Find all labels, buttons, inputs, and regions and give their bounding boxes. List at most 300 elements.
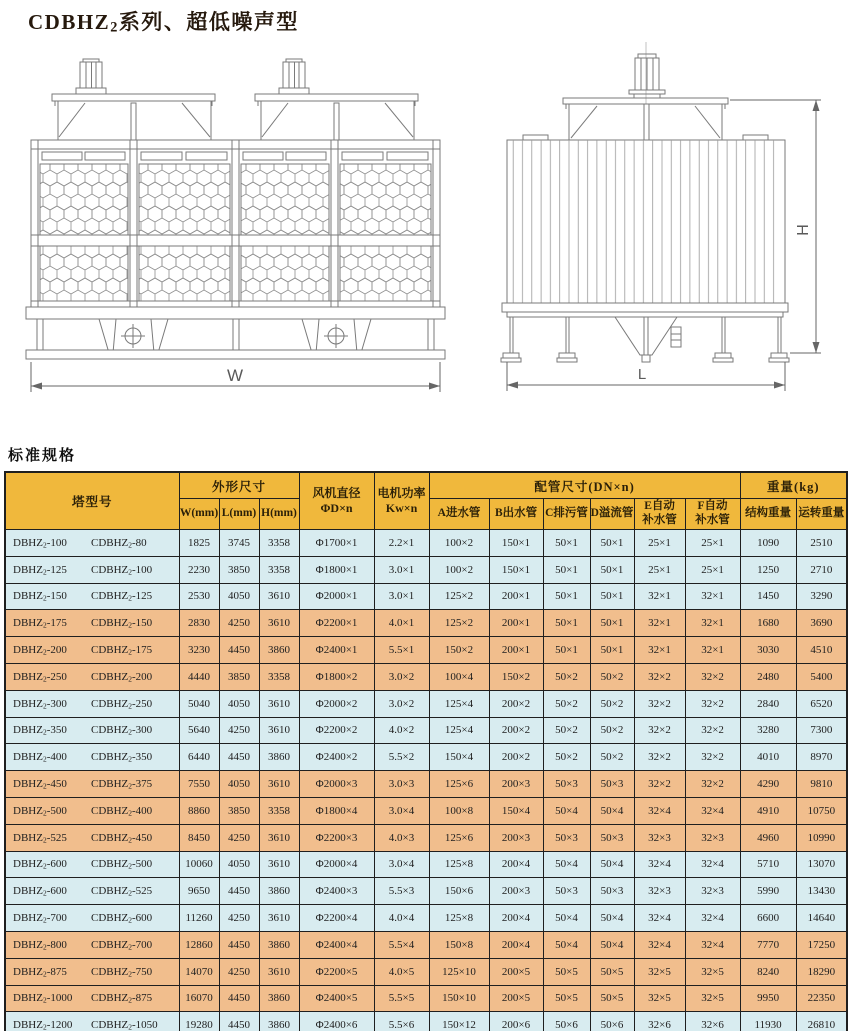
value-cell: 50×2 — [590, 717, 634, 744]
model-dbhz: $DBHZ_2-400$ — [13, 751, 67, 764]
model-dbhz: $DBHZ_2-300$ — [13, 697, 67, 711]
value-cell: 3.0×3 — [374, 771, 429, 798]
value-cell: 32×2 — [685, 744, 740, 771]
value-cell: 200×2 — [489, 744, 543, 771]
value-cell: 5640 — [179, 717, 219, 744]
value-cell: 32×3 — [685, 824, 740, 851]
value-cell: 32×5 — [634, 958, 685, 985]
table-row — [5, 797, 847, 824]
model-dbhz: $DBHZ_2-700$ — [13, 912, 67, 925]
value-cell: 200×1 — [489, 583, 543, 610]
value-cell: 3.0×2 — [374, 663, 429, 690]
value-cell: 150×1 — [489, 556, 543, 583]
value-cell: 4450 — [219, 1012, 259, 1031]
model-cell — [5, 851, 179, 878]
value-cell: 50×2 — [543, 690, 590, 717]
value-cell: 50×4 — [543, 905, 590, 932]
value-cell: 32×4 — [634, 851, 685, 878]
value-cell: 32×1 — [634, 583, 685, 610]
value-cell: 50×5 — [590, 985, 634, 1012]
value-cell: 125×4 — [429, 690, 489, 717]
value-cell: 200×1 — [489, 610, 543, 637]
value-cell: 100×2 — [429, 556, 489, 583]
model-dbhz: $DBHZ_2-250$ — [13, 670, 67, 684]
value-cell: 14070 — [179, 958, 219, 985]
value-cell: 4250 — [219, 958, 259, 985]
table-row — [5, 851, 847, 878]
value-cell: 5.5×6 — [374, 1012, 429, 1031]
value-cell: 150×2 — [489, 663, 543, 690]
value-cell: 50×2 — [543, 663, 590, 690]
value-cell: 3860 — [259, 744, 299, 771]
value-cell: 100×2 — [429, 530, 489, 557]
model-cdbhz: $CDBHZ_2-750$ — [91, 965, 153, 978]
value-cell: 3.0×1 — [374, 583, 429, 610]
value-cell: Φ2200×4 — [299, 905, 374, 932]
value-cell: 150×1 — [489, 530, 543, 557]
model-cell — [5, 824, 179, 851]
value-cell: 32×2 — [634, 744, 685, 771]
value-cell: 11260 — [179, 905, 219, 932]
value-cell: 32×5 — [634, 985, 685, 1012]
value-cell: 4.0×1 — [374, 610, 429, 637]
value-cell: 200×3 — [489, 824, 543, 851]
value-cell: 25×1 — [685, 530, 740, 557]
model-cdbhz: $CDBHZ_2-200$ — [91, 670, 153, 684]
value-cell: 7300 — [796, 717, 847, 744]
model-cell — [5, 610, 179, 637]
value-cell: 25×1 — [634, 556, 685, 583]
model-cdbhz: $CDBHZ_2-250$ — [91, 697, 153, 711]
value-cell: 1680 — [740, 610, 796, 637]
section-label: 标准规格 — [8, 448, 77, 464]
value-cell: 32×1 — [685, 637, 740, 664]
value-cell: 8450 — [179, 824, 219, 851]
table-row — [5, 985, 847, 1012]
value-cell: 32×4 — [634, 905, 685, 932]
dim-label-h: H — [795, 224, 812, 236]
value-cell: 50×2 — [590, 663, 634, 690]
value-cell: Φ2200×5 — [299, 958, 374, 985]
value-cell: 1090 — [740, 530, 796, 557]
value-cell: 32×2 — [634, 663, 685, 690]
value-cell: 2510 — [796, 530, 847, 557]
value-cell: 50×5 — [590, 958, 634, 985]
value-cell: 3860 — [259, 878, 299, 905]
value-cell: 3850 — [219, 797, 259, 824]
fan-deck-side — [563, 98, 728, 104]
value-cell: 32×6 — [685, 1012, 740, 1031]
value-cell: 125×6 — [429, 771, 489, 798]
value-cell: 125×8 — [429, 905, 489, 932]
value-cell: 4450 — [219, 985, 259, 1012]
col-header-pipe-a: A进水管 — [429, 499, 489, 530]
model-dbhz: $DBHZ_2-100$ — [13, 536, 67, 550]
value-cell: 3610 — [259, 851, 299, 878]
value-cell: 50×2 — [543, 744, 590, 771]
value-cell: 32×6 — [634, 1012, 685, 1031]
value-cell: 3.0×4 — [374, 797, 429, 824]
water-basin-front — [26, 307, 445, 319]
value-cell: 200×1 — [489, 637, 543, 664]
value-cell: 5.5×4 — [374, 931, 429, 958]
value-cell: 4960 — [740, 824, 796, 851]
table-row — [5, 556, 847, 583]
value-cell: Φ2400×6 — [299, 1012, 374, 1031]
value-cell: 125×2 — [429, 610, 489, 637]
value-cell: 3358 — [259, 663, 299, 690]
value-cell: 200×4 — [489, 931, 543, 958]
value-cell: 125×10 — [429, 958, 489, 985]
value-cell: Φ2000×2 — [299, 690, 374, 717]
value-cell: 4050 — [219, 771, 259, 798]
model-dbhz: $DBHZ_2-800$ — [13, 938, 67, 952]
value-cell: 32×3 — [634, 824, 685, 851]
model-cdbhz: $CDBHZ_2-400$ — [91, 804, 153, 818]
value-cell: 5.5×5 — [374, 985, 429, 1012]
value-cell: 50×6 — [590, 1012, 634, 1031]
model-cell — [5, 717, 179, 744]
value-cell: 25×1 — [634, 530, 685, 557]
value-cell: 5040 — [179, 690, 219, 717]
col-header-pipe-b: B出水管 — [489, 499, 543, 530]
value-cell: 32×2 — [634, 717, 685, 744]
value-cell: 32×3 — [685, 878, 740, 905]
value-cell: 25×1 — [685, 556, 740, 583]
value-cell: Φ2400×4 — [299, 931, 374, 958]
motor-1-base — [76, 88, 106, 94]
value-cell: 50×1 — [590, 530, 634, 557]
value-cell: 50×3 — [543, 824, 590, 851]
value-cell: 5400 — [796, 663, 847, 690]
table-row — [5, 583, 847, 610]
spec-table — [4, 471, 848, 1031]
value-cell: 125×2 — [429, 583, 489, 610]
value-cell: 6520 — [796, 690, 847, 717]
value-cell: 3358 — [259, 530, 299, 557]
value-cell: 6600 — [740, 905, 796, 932]
model-dbhz: $DBHZ_2-125$ — [13, 563, 67, 577]
value-cell: 2480 — [740, 663, 796, 690]
model-cell — [5, 771, 179, 798]
model-cell — [5, 797, 179, 824]
table-row — [5, 878, 847, 905]
value-cell: 4910 — [740, 797, 796, 824]
value-cell: 50×1 — [543, 610, 590, 637]
model-cdbhz: $CDBHZ_2-125$ — [91, 590, 153, 603]
value-cell: 150×2 — [429, 637, 489, 664]
model-dbhz: $DBHZ_2-450$ — [13, 778, 67, 791]
value-cell: 200×3 — [489, 771, 543, 798]
value-cell: 32×3 — [634, 878, 685, 905]
value-cell: 125×8 — [429, 851, 489, 878]
value-cell: 10990 — [796, 824, 847, 851]
model-dbhz: $DBHZ_2-1200$ — [13, 1019, 73, 1031]
table-row — [5, 610, 847, 637]
value-cell: 32×4 — [634, 931, 685, 958]
value-cell: 5.5×2 — [374, 744, 429, 771]
value-cell: 2230 — [179, 556, 219, 583]
value-cell: 100×8 — [429, 797, 489, 824]
table-row — [5, 717, 847, 744]
col-header-motor-power: 电机功率 Kw×n — [374, 472, 429, 530]
value-cell: 50×3 — [590, 824, 634, 851]
value-cell: 50×6 — [543, 1012, 590, 1031]
value-cell: Φ2400×3 — [299, 878, 374, 905]
value-cell: 3.0×2 — [374, 690, 429, 717]
value-cell: 14640 — [796, 905, 847, 932]
value-cell: 50×2 — [590, 690, 634, 717]
value-cell: 22350 — [796, 985, 847, 1012]
model-cdbhz: $CDBHZ_2-500$ — [91, 858, 153, 871]
value-cell: 3610 — [259, 771, 299, 798]
value-cell: 13070 — [796, 851, 847, 878]
model-dbhz: $DBHZ_2-150$ — [13, 590, 67, 603]
value-cell: 50×1 — [543, 556, 590, 583]
value-cell: 2530 — [179, 583, 219, 610]
col-header-structural-weight: 结构重量 — [740, 499, 796, 530]
col-header-h: H(mm) — [259, 499, 299, 530]
value-cell: 32×4 — [634, 797, 685, 824]
value-cell: 50×1 — [543, 637, 590, 664]
value-cell: 18290 — [796, 958, 847, 985]
model-cell — [5, 530, 179, 557]
model-cell — [5, 878, 179, 905]
dim-label-w: W — [226, 366, 244, 385]
value-cell: Φ2000×4 — [299, 851, 374, 878]
model-dbhz: $DBHZ_2-875$ — [13, 965, 67, 978]
value-cell: Φ2000×1 — [299, 583, 374, 610]
value-cell: 200×3 — [489, 878, 543, 905]
value-cell: 100×4 — [429, 663, 489, 690]
front-view-drawing — [15, 50, 460, 398]
value-cell: 10750 — [796, 797, 847, 824]
model-cell — [5, 663, 179, 690]
model-cell — [5, 931, 179, 958]
value-cell: 8860 — [179, 797, 219, 824]
value-cell: 3860 — [259, 985, 299, 1012]
value-cell: Φ1800×2 — [299, 663, 374, 690]
table-row — [5, 771, 847, 798]
base-frame-front — [26, 350, 445, 359]
value-cell: 1250 — [740, 556, 796, 583]
value-cell: 26810 — [796, 1012, 847, 1031]
value-cell: 50×3 — [590, 771, 634, 798]
value-cell: 125×6 — [429, 824, 489, 851]
value-cell: 125×4 — [429, 717, 489, 744]
value-cell: 11930 — [740, 1012, 796, 1031]
table-row — [5, 931, 847, 958]
value-cell: 3850 — [219, 556, 259, 583]
value-cell: 9810 — [796, 771, 847, 798]
value-cell: 4510 — [796, 637, 847, 664]
value-cell: 150×12 — [429, 1012, 489, 1031]
value-cell: 32×1 — [685, 610, 740, 637]
col-group-weight: 重量(kg) — [740, 472, 847, 499]
model-dbhz: $DBHZ_2-500$ — [13, 804, 67, 818]
value-cell: 3230 — [179, 637, 219, 664]
value-cell: 3610 — [259, 905, 299, 932]
value-cell: 3610 — [259, 824, 299, 851]
value-cell: 16070 — [179, 985, 219, 1012]
value-cell: 4450 — [219, 931, 259, 958]
value-cell: 1825 — [179, 530, 219, 557]
value-cell: 4250 — [219, 717, 259, 744]
value-cell: 3290 — [796, 583, 847, 610]
value-cell: 9950 — [740, 985, 796, 1012]
col-header-model: 塔型号 — [5, 472, 179, 530]
value-cell: 50×3 — [590, 878, 634, 905]
value-cell: 4.0×4 — [374, 905, 429, 932]
value-cell: 3358 — [259, 556, 299, 583]
col-header-operating-weight: 运转重量 — [796, 499, 847, 530]
value-cell: 32×4 — [685, 931, 740, 958]
value-cell: 200×2 — [489, 717, 543, 744]
page-title: $CDBHZ_2$系列、超低噪声型 — [28, 10, 299, 36]
value-cell: 7770 — [740, 931, 796, 958]
value-cell: 32×4 — [685, 905, 740, 932]
value-cell: 150×4 — [489, 797, 543, 824]
table-row — [5, 1012, 847, 1031]
model-cdbhz: $CDBHZ_2-525$ — [91, 885, 153, 898]
value-cell: 3280 — [740, 717, 796, 744]
value-cell: 10060 — [179, 851, 219, 878]
value-cell: 150×6 — [429, 878, 489, 905]
value-cell: 8240 — [740, 958, 796, 985]
value-cell: 2830 — [179, 610, 219, 637]
value-cell: Φ1800×4 — [299, 797, 374, 824]
model-cell — [5, 744, 179, 771]
model-dbhz: $DBHZ_2-350$ — [13, 724, 67, 737]
value-cell: 200×5 — [489, 985, 543, 1012]
value-cell: 4050 — [219, 851, 259, 878]
value-cell: 32×2 — [685, 663, 740, 690]
value-cell: 32×2 — [634, 771, 685, 798]
value-cell: 50×1 — [543, 583, 590, 610]
value-cell: 200×4 — [489, 905, 543, 932]
value-cell: 150×10 — [429, 985, 489, 1012]
value-cell: 5.5×1 — [374, 637, 429, 664]
value-cell: 4250 — [219, 905, 259, 932]
dim-label-l: L — [637, 366, 647, 383]
value-cell: 32×2 — [685, 690, 740, 717]
value-cell: 3690 — [796, 610, 847, 637]
value-cell: 6440 — [179, 744, 219, 771]
value-cell: 50×1 — [590, 637, 634, 664]
value-cell: 32×5 — [685, 985, 740, 1012]
value-cell: 4.0×2 — [374, 717, 429, 744]
model-cdbhz: $CDBHZ_2-350$ — [91, 751, 153, 764]
value-cell: 3610 — [259, 690, 299, 717]
col-header-fan-diameter: 风机直径 ΦD×n — [299, 472, 374, 530]
model-cell — [5, 905, 179, 932]
model-cdbhz: $CDBHZ_2-300$ — [91, 724, 153, 737]
value-cell: 50×4 — [590, 905, 634, 932]
value-cell: 200×6 — [489, 1012, 543, 1031]
value-cell: 4450 — [219, 878, 259, 905]
value-cell: 3610 — [259, 958, 299, 985]
value-cell: 3.0×4 — [374, 851, 429, 878]
value-cell: 1450 — [740, 583, 796, 610]
model-cell — [5, 985, 179, 1012]
model-cell — [5, 958, 179, 985]
value-cell: 19280 — [179, 1012, 219, 1031]
spec-table-header — [5, 472, 847, 530]
value-cell: 50×1 — [590, 556, 634, 583]
value-cell: 50×2 — [543, 717, 590, 744]
value-cell: 4440 — [179, 663, 219, 690]
value-cell: 9650 — [179, 878, 219, 905]
value-cell: 50×4 — [590, 851, 634, 878]
value-cell: 50×3 — [543, 771, 590, 798]
side-view-drawing — [490, 40, 830, 396]
value-cell: Φ2200×3 — [299, 824, 374, 851]
model-cell — [5, 556, 179, 583]
value-cell: 2840 — [740, 690, 796, 717]
model-cdbhz: $CDBHZ_2-100$ — [91, 563, 153, 577]
value-cell: 13430 — [796, 878, 847, 905]
value-cell: 12860 — [179, 931, 219, 958]
value-cell: Φ2400×1 — [299, 637, 374, 664]
outlet-fitting — [671, 327, 681, 347]
value-cell: 4450 — [219, 744, 259, 771]
col-group-piping: 配管尺寸(DN×n) — [429, 472, 740, 499]
value-cell: 4.0×5 — [374, 958, 429, 985]
col-header-pipe-f: F自动 补水管 — [685, 499, 740, 530]
table-row — [5, 690, 847, 717]
col-header-pipe-e: E自动 补水管 — [634, 499, 685, 530]
col-header-l: L(mm) — [219, 499, 259, 530]
value-cell: 3610 — [259, 583, 299, 610]
model-dbhz: $DBHZ_2-200$ — [13, 644, 67, 657]
value-cell: 32×1 — [685, 583, 740, 610]
value-cell: 3610 — [259, 717, 299, 744]
model-cdbhz: $CDBHZ_2-600$ — [91, 912, 153, 925]
value-cell: 50×1 — [590, 610, 634, 637]
value-cell: 8970 — [796, 744, 847, 771]
value-cell: 32×5 — [685, 958, 740, 985]
value-cell: Φ1700×1 — [299, 530, 374, 557]
value-cell: 32×1 — [634, 610, 685, 637]
model-cdbhz: $CDBHZ_2-80$ — [91, 536, 147, 550]
model-dbhz: $DBHZ_2-600$ — [13, 858, 67, 871]
col-group-dimensions: 外形尺寸 — [179, 472, 299, 499]
value-cell: Φ2000×3 — [299, 771, 374, 798]
value-cell: 3860 — [259, 1012, 299, 1031]
value-cell: 4.0×3 — [374, 824, 429, 851]
col-header-pipe-d: D溢流管 — [590, 499, 634, 530]
value-cell: 4450 — [219, 637, 259, 664]
value-cell: 5990 — [740, 878, 796, 905]
model-dbhz: $DBHZ_2-175$ — [13, 617, 67, 630]
model-cell — [5, 583, 179, 610]
model-cdbhz: $CDBHZ_2-150$ — [91, 617, 153, 630]
model-dbhz: $DBHZ_2-525$ — [13, 831, 67, 844]
model-cell — [5, 637, 179, 664]
value-cell: 200×4 — [489, 851, 543, 878]
value-cell: Φ1800×1 — [299, 556, 374, 583]
value-cell: Φ2200×1 — [299, 610, 374, 637]
value-cell: 200×2 — [489, 690, 543, 717]
value-cell: Φ2400×5 — [299, 985, 374, 1012]
value-cell: 50×4 — [590, 931, 634, 958]
value-cell: 4250 — [219, 610, 259, 637]
value-cell: Φ2400×2 — [299, 744, 374, 771]
fill-media-upper — [40, 164, 128, 235]
fan-deck-2 — [255, 94, 418, 101]
value-cell: 4050 — [219, 690, 259, 717]
motor-2-base — [279, 88, 309, 94]
